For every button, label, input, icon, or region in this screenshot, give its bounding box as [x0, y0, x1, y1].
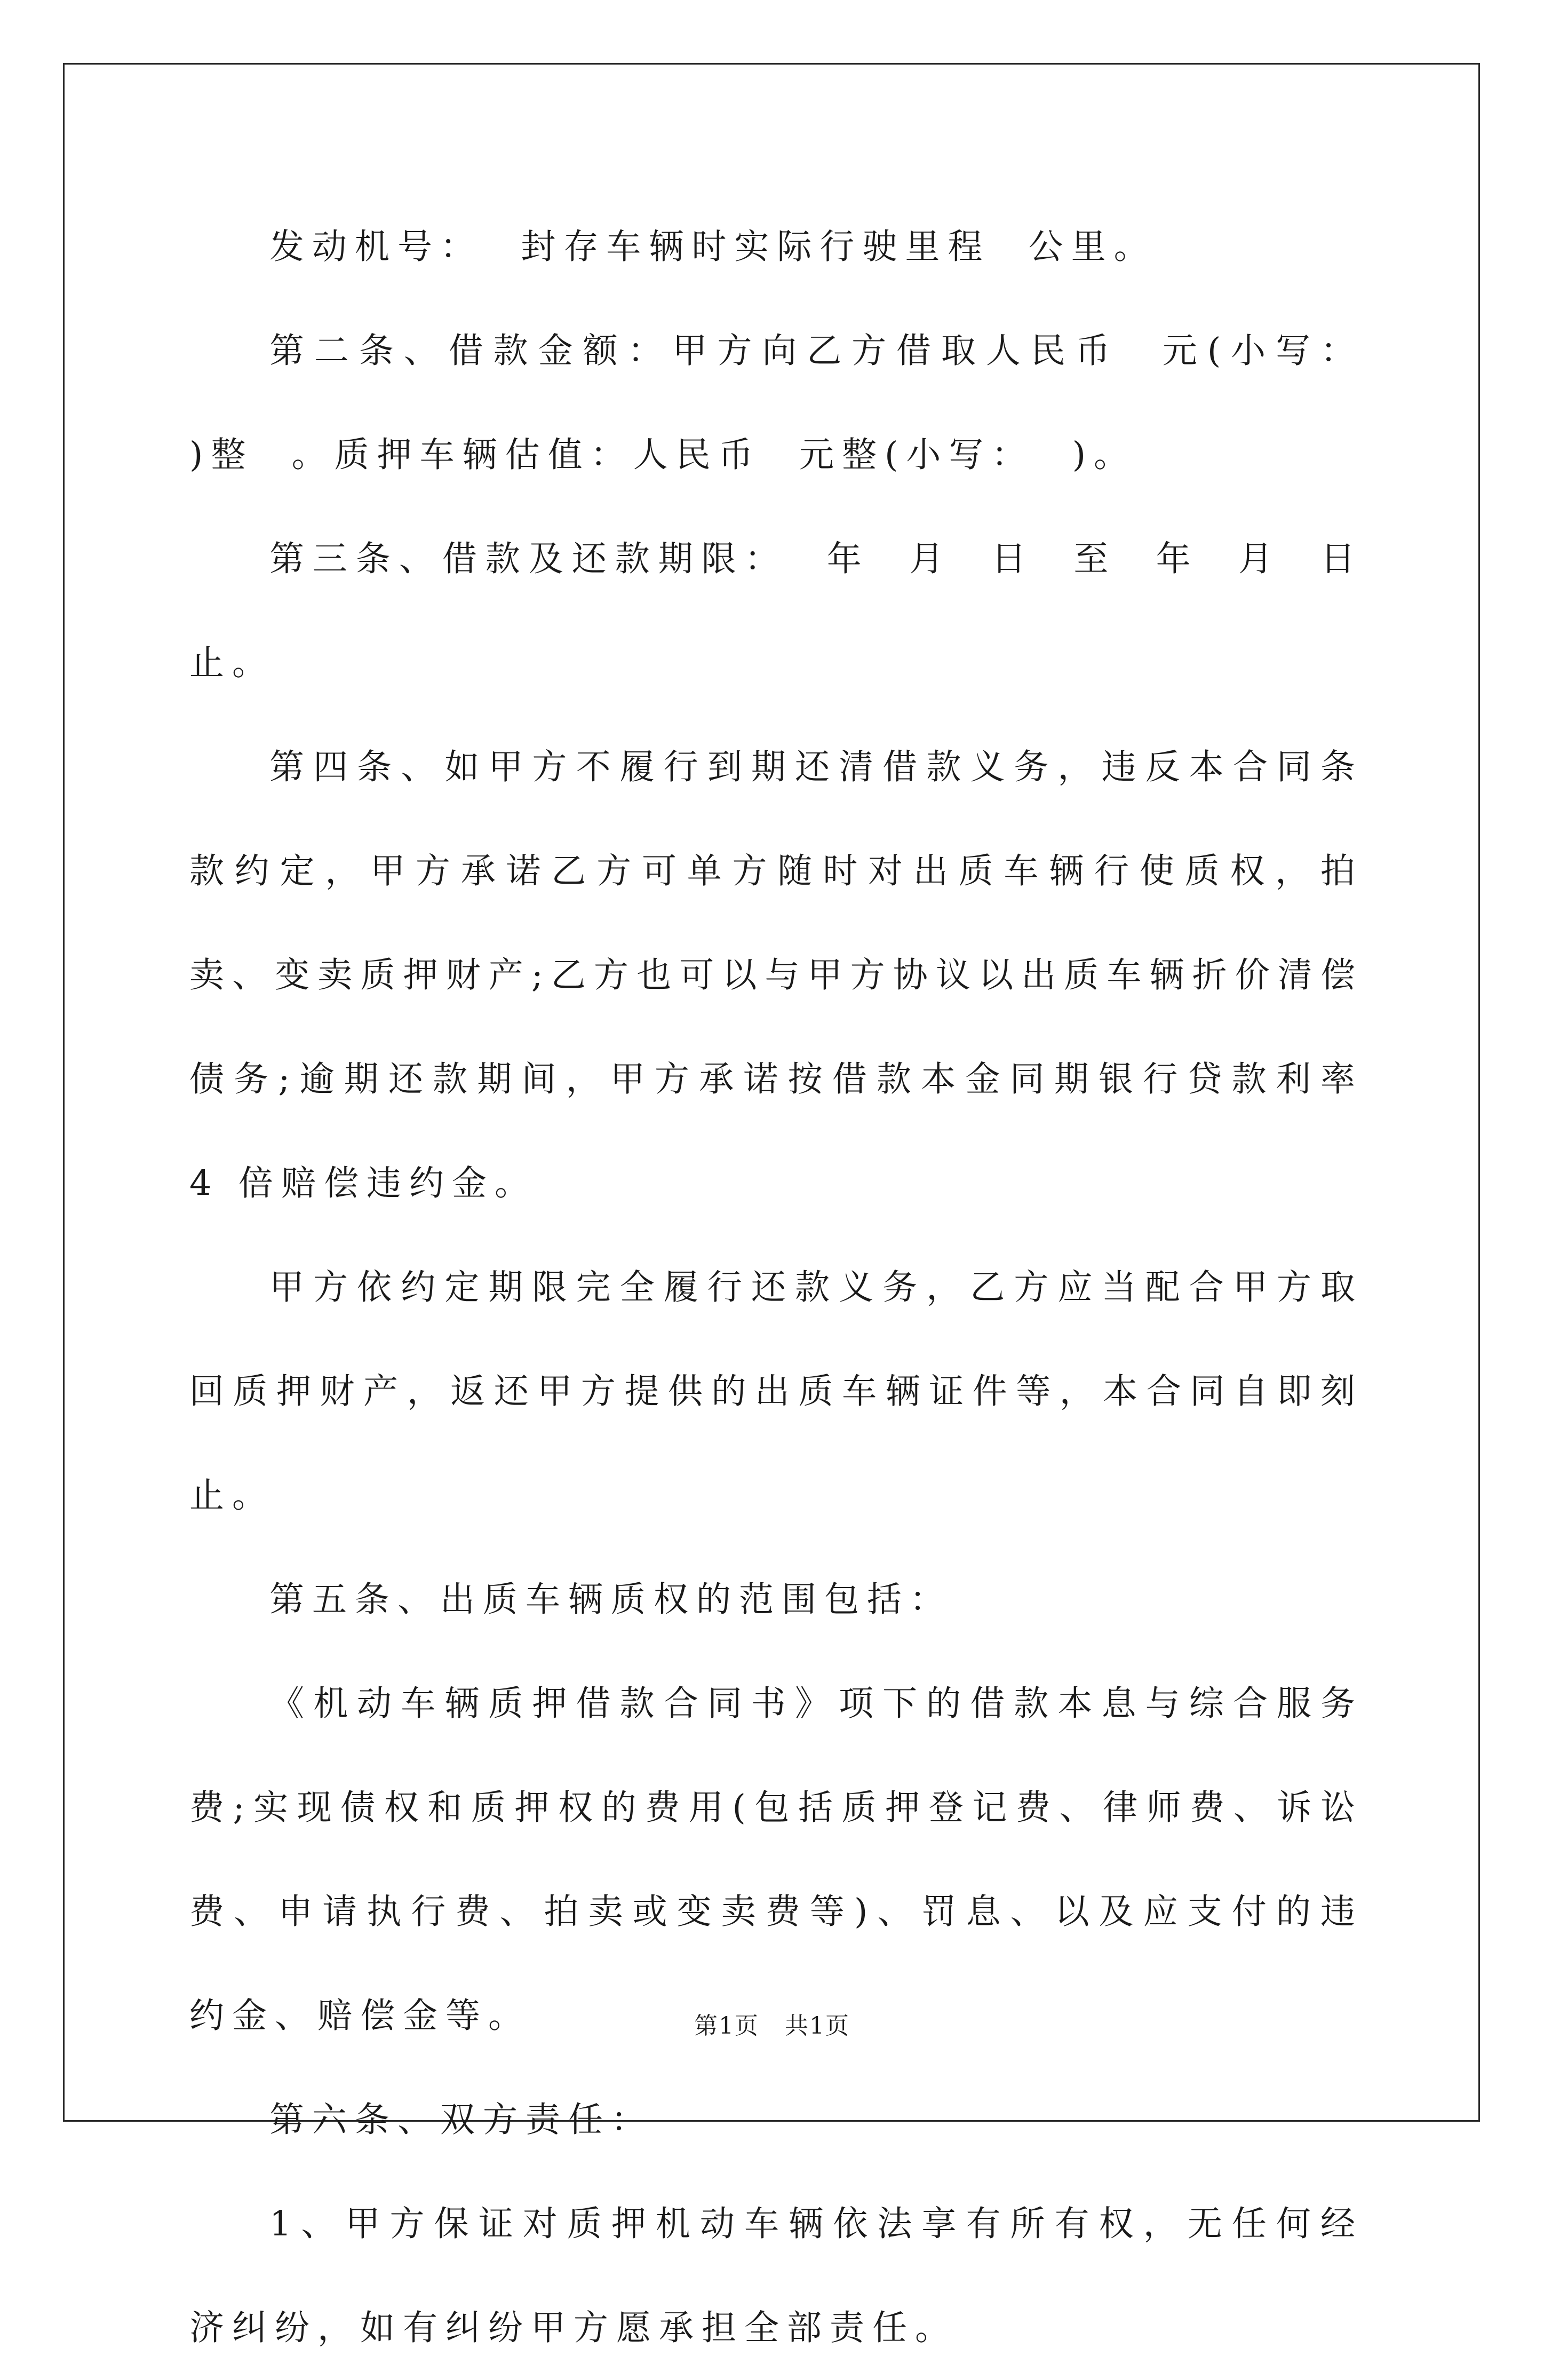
paragraph-engine-number: 发动机号： 封存车辆时实际行驶里程 公里。 [269, 227, 1157, 267]
paragraph-default-clause: 第四条、如甲方不履行到期还清借款义务，违反本合同条款约定，甲方承诺乙方可单方随时对出质车辆行使质权，拍卖、变卖质押财产;乙方也可以与甲方协议以出质车辆折价清偿债务;逾期还款期间，甲方承诺按借款本金同期银行贷款利率 4 倍赔偿违约金。 [189, 747, 1382, 1203]
page-footer: 第1页 共1页 [694, 2012, 850, 2040]
paragraph-pledge-scope: 《机动车辆质押借款合同书》项下的借款本息与综合服务费;实现债权和质押权的费用(包括质押登记费、律师费、诉讼费、申请执行费、拍卖或变卖费等)、罚息、以及应支付的违约金、赔偿金等。 [189, 1684, 1363, 2036]
paragraph-responsibilities-heading: 第六条、双方责任： [269, 2100, 654, 2140]
paragraph-responsibility-1: 1、甲方保证对质押机动车辆依法享有所有权，无任何经济纠纷，如有纠纷甲方愿承担全部责任。 [189, 2204, 1363, 2348]
paragraph-pledge-scope-heading: 第五条、出质车辆质权的范围包括： [269, 1580, 953, 1620]
paragraph-loan-term: 第三条、借款及还款期限： 年 月 日 至 年 月 日止。 [189, 539, 1363, 683]
paragraph-loan-amount: 第二条、借款金额：甲方向乙方借取人民币 元(小写： )整 。质押车辆估值：人民币 元整(小写： )。 [189, 331, 1402, 475]
document-body [189, 195, 1402, 2380]
paragraph-repayment-return: 甲方依约定期限完全履行还款义务，乙方应当配合甲方取回质押财产，返还甲方提供的出质车辆证件等，本合同自即刻止。 [189, 1267, 1363, 1516]
